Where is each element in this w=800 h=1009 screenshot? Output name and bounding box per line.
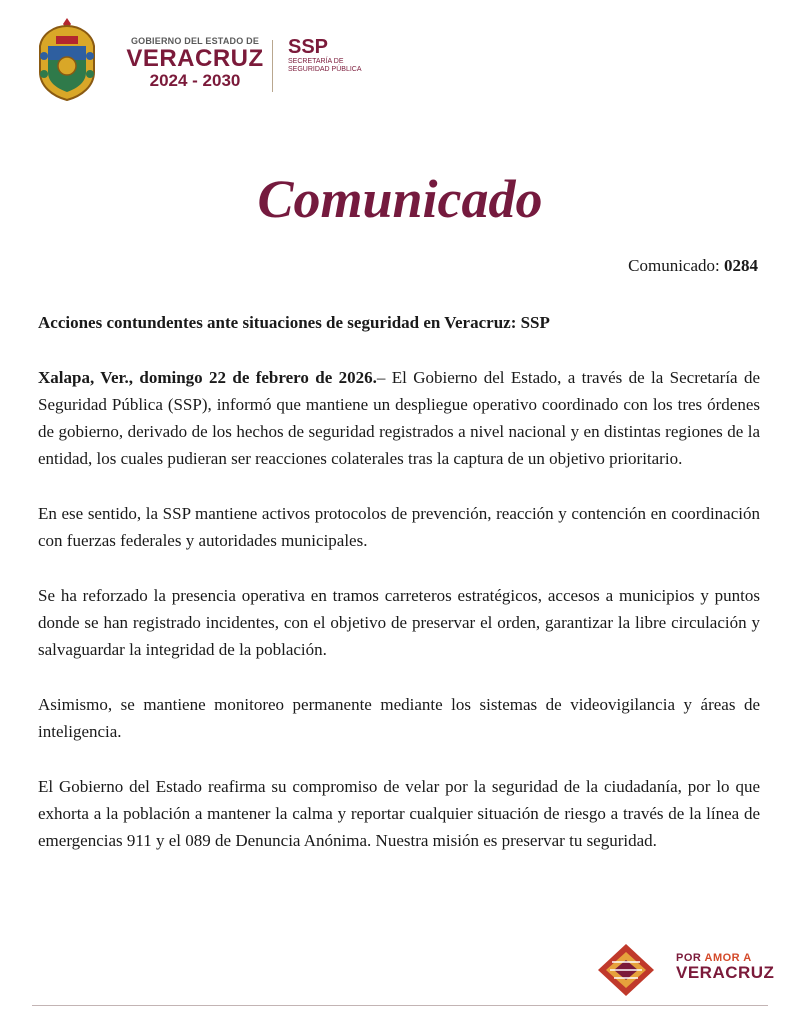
paragraph-2: En ese sentido, la SSP mantiene activos protocolos de prevención, reacción y contención en coordinación con fuerzas federales y autoridades municipales. xyxy=(38,504,760,550)
communique-number xyxy=(628,256,758,276)
header-divider xyxy=(272,40,273,92)
slogan-place: VERACRUZ xyxy=(676,963,775,982)
communique-subject: Acciones contundentes ante situaciones de seguridad en Veracruz: SSP xyxy=(38,313,550,332)
document-title: Comunicado xyxy=(257,169,543,229)
administration-years: 2024 - 2030 xyxy=(149,71,241,90)
header xyxy=(30,12,450,104)
government-logo xyxy=(120,36,270,90)
paragraph-3: Se ha reforzado la presencia operativa en tramos carreteros estratégicos, accesos a municipios y puntos donde se han registrado incidentes, con el objetivo de preservar el orden, garantizar la libre circulación y salvaguardar la integridad de la población. xyxy=(38,586,760,659)
paragraph-5: El Gobierno del Estado reafirma su compromiso de velar por la seguridad de la ciudadanía, por lo que exhorta a la población a mantener la calma y reportar cualquier situación de riesgo a través de la línea de emergencias 911 y el 089 de Denuncia Anónima. Nuestra misión es preservar tu seguridad. xyxy=(38,777,760,850)
communique-body xyxy=(38,364,760,882)
slogan-por: POR xyxy=(676,952,702,964)
ssp-acronym: SSP xyxy=(288,36,329,58)
ssp-logo xyxy=(288,36,362,74)
footer-slogan xyxy=(676,952,774,982)
government-label: GOBIERNO DEL ESTADO DE xyxy=(130,36,260,46)
dateline: Xalapa, Ver., domingo 22 de febrero de 2026. xyxy=(38,368,377,387)
state-name: VERACRUZ xyxy=(126,45,264,72)
paragraph-1-text: – El Gobierno del Estado, a través de la Secretaría de Seguridad Pública (SSP), informó que mantiene un despliegue operativo coordinado con los tres órdenes de gobierno, derivado de los hechos de seguridad registrados a nivel nacional y en distintas regiones de la entidad, los cuales pudieran ser reacciones colaterales tras la captura de un objetivo prioritario. xyxy=(38,368,760,468)
slogan-amor: AMOR A xyxy=(704,952,752,964)
veracruz-coat-of-arms-icon xyxy=(34,16,100,102)
ssp-name-line2: SEGURIDAD PÚBLICA xyxy=(288,66,362,73)
paragraph-4: Asimismo, se mantiene monitoreo permanente mediante los sistemas de videovigilancia y áreas de inteligencia. xyxy=(38,695,760,741)
ssp-name-line1: SECRETARÍA DE xyxy=(288,58,344,65)
communique-number-value: 0284 xyxy=(724,256,758,275)
footer-rule xyxy=(32,1005,768,1006)
paragraph-1 xyxy=(38,364,760,472)
communique-number-label: Comunicado: xyxy=(628,256,720,275)
